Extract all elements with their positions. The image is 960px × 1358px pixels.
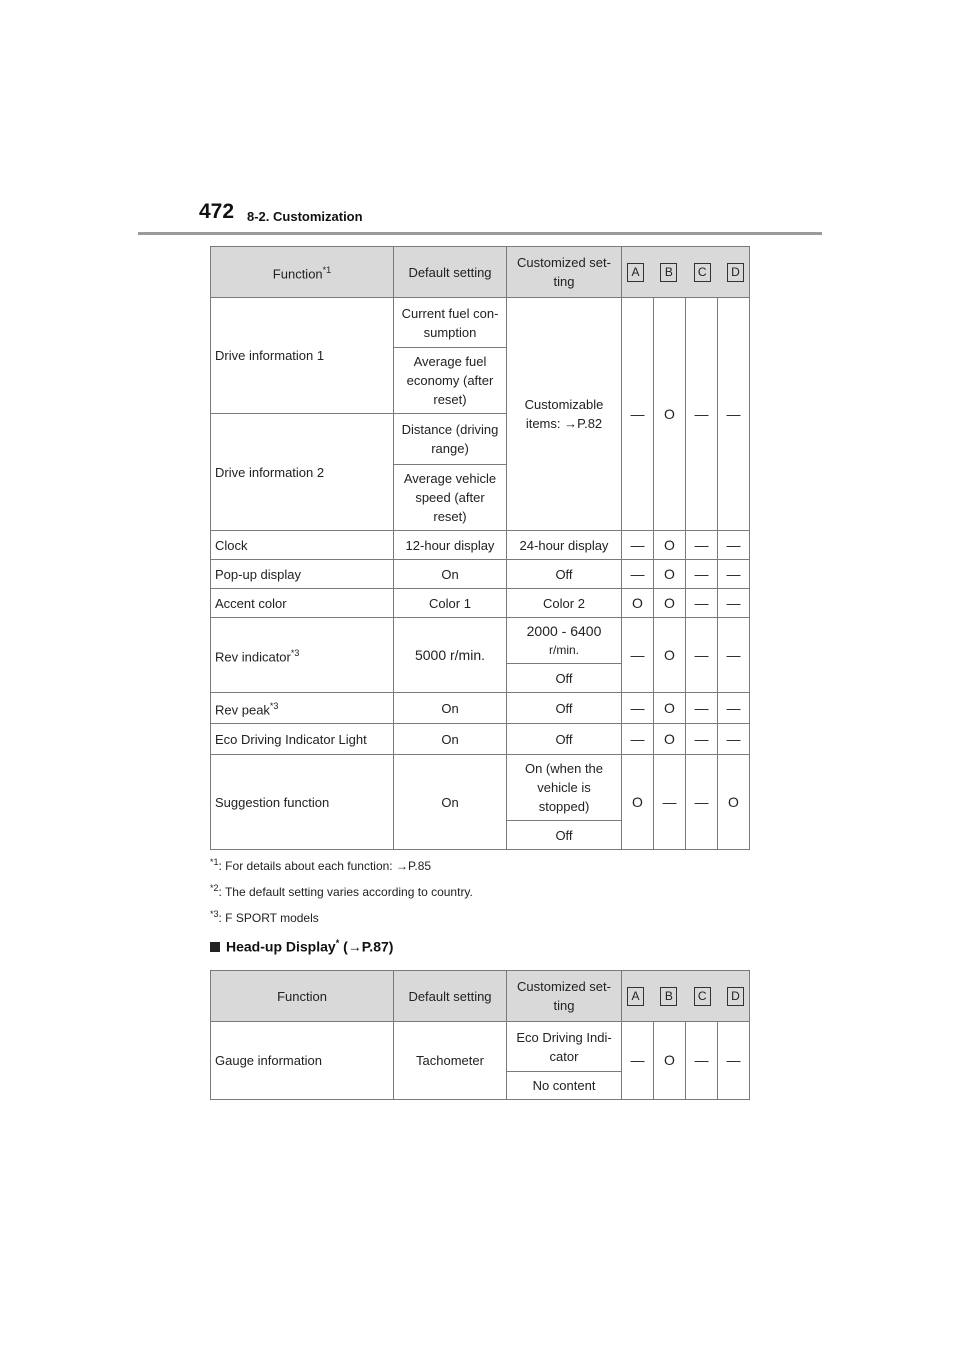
header-function: Function$^{*1}$ [211,247,394,298]
customized-cell: Off [507,693,622,724]
mark-c: — [686,618,718,693]
mark-a: — [622,693,654,724]
mark-a: O [622,589,654,618]
mark-d: O [718,755,750,850]
table-row [211,1022,750,1072]
customized-cell: No content [507,1072,622,1100]
header-letters [622,971,750,1022]
head-up-display-table [210,970,750,1100]
mark-b: O [654,618,686,693]
mark-d: — [718,531,750,560]
mark-b: O [654,724,686,755]
default-cell: Distance (driving range) [394,414,507,465]
table-row [211,589,750,618]
mark-c: — [686,693,718,724]
customized-cell: Eco Driving Indi- cator [507,1022,622,1072]
section-title: 8-2. Customization [247,209,363,224]
default-cell: 5000 r/min. [394,618,507,693]
mark-a: — [622,560,654,589]
default-cell: On [394,755,507,850]
table-row [211,618,750,664]
function-cell: Rev peak$^{*3}$ [211,693,394,724]
footnote-2: $^{*2}$: The default setting varies according to country. [210,883,473,899]
table-row [211,693,750,724]
customized-cell: Off [507,560,622,589]
mark-c: — [686,755,718,850]
default-cell: Average fuel economy (after reset) [394,348,507,414]
default-cell: On [394,724,507,755]
table-header-row [211,247,750,298]
default-cell: Tachometer [394,1022,507,1100]
mark-d: — [718,560,750,589]
mark-d: — [718,618,750,693]
mark-d: — [718,1022,750,1100]
function-cell: Suggestion function [211,755,394,850]
mark-c: — [686,1022,718,1100]
mark-b: O [654,560,686,589]
letter-b: B [660,263,677,282]
table-row [211,755,750,821]
mark-d: — [718,589,750,618]
default-cell: 12-hour display [394,531,507,560]
default-cell: Average vehicle speed (after reset) [394,465,507,531]
letter-b: B [660,987,677,1006]
mark-c: — [686,560,718,589]
customized-cell: Off [507,664,622,693]
mark-b: — [654,755,686,850]
customized-cell: Off [507,821,622,850]
mark-a: — [622,531,654,560]
header-divider [138,232,822,235]
mark-b: O [654,531,686,560]
footnote-1: $^{*1}$: For details about each function: →P.85 [210,857,432,873]
mark-b: O [654,1022,686,1100]
mark-d: — [718,298,750,531]
page-reference-link[interactable]: (→P.87) [339,938,394,955]
mark-c: — [686,589,718,618]
header-default-setting: Default setting [394,971,507,1022]
mark-c: — [686,724,718,755]
default-cell: On [394,693,507,724]
customized-cell: On (when the vehicle is stopped) [507,755,622,821]
mark-c: — [686,298,718,531]
letter-a: A [627,263,644,282]
mark-b: O [654,693,686,724]
default-cell: Current fuel con- sumption [394,298,507,348]
customized-cell: Customizable items: →P.82 [507,298,622,531]
page-number: 472 [199,200,235,223]
mark-d: — [718,693,750,724]
function-cell: Eco Driving Indicator Light [211,724,394,755]
default-cell: On [394,560,507,589]
mark-b: O [654,298,686,531]
mark-a: — [622,618,654,693]
mark-b: O [654,589,686,618]
mark-a: — [622,724,654,755]
function-cell: Pop-up display [211,560,394,589]
customization-table [210,246,750,850]
function-cell: Drive information 1 [211,298,394,414]
customized-cell: 24-hour display [507,531,622,560]
table-row [211,531,750,560]
footnote-3: $^{*3}$: F SPORT models [210,909,319,925]
customized-cell: 2000 - 6400 r/min. [507,618,622,664]
header-function: Function [211,971,394,1022]
square-bullet-icon [210,942,220,952]
letter-c: C [694,987,711,1006]
header-letters [622,247,750,298]
table-row [211,298,750,348]
function-cell: Drive information 2 [211,414,394,531]
customized-cell: Off [507,724,622,755]
function-cell: Rev indicator$^{*3}$ [211,618,394,693]
function-cell: Accent color [211,589,394,618]
table-row [211,560,750,589]
header-customized-setting: Customized set- ting [507,247,622,298]
default-cell: Color 1 [394,589,507,618]
function-cell: Gauge information [211,1022,394,1100]
mark-c: — [686,531,718,560]
function-cell: Clock [211,531,394,560]
mark-d: — [718,724,750,755]
header-default-setting: Default setting [394,247,507,298]
mark-a: O [622,755,654,850]
head-up-display-heading: Head-up Display* (→P.87) [210,938,393,955]
table-header-row [211,971,750,1022]
mark-a: — [622,1022,654,1100]
table-row [211,724,750,755]
letter-a: A [627,987,644,1006]
letter-d: D [727,987,744,1006]
letter-c: C [694,263,711,282]
letter-d: D [727,263,744,282]
header-customized-setting: Customized set- ting [507,971,622,1022]
customized-cell: Color 2 [507,589,622,618]
mark-a: — [622,298,654,531]
